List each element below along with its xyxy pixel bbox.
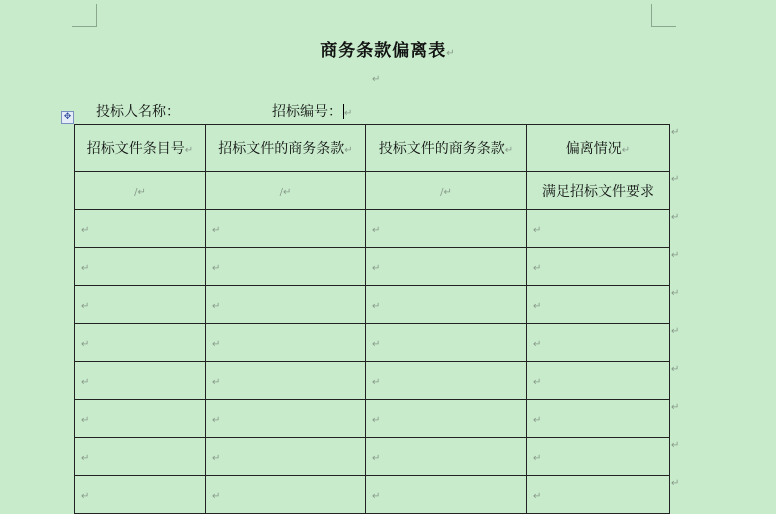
row-end-mark: ↵ — [671, 212, 680, 223]
bid-number-label: 招标编号： — [272, 104, 342, 120]
table-cell[interactable]: ↵ — [75, 324, 206, 362]
table-header-cell[interactable]: 投标文件的商务条款↵ — [366, 125, 527, 172]
table-cell[interactable]: ↵ — [75, 438, 206, 476]
table-cell[interactable]: /↵ — [75, 172, 206, 210]
row-end-mark: ↵ — [671, 174, 680, 185]
table-cell[interactable]: ↵ — [527, 400, 670, 438]
table-header-cell[interactable]: 偏离情况↵ — [527, 125, 670, 172]
table-cell[interactable]: ↵ — [527, 286, 670, 324]
row-end-mark: ↵ — [671, 250, 680, 261]
table-cell[interactable]: ↵ — [206, 248, 366, 286]
table-cell[interactable]: ↵ — [366, 362, 527, 400]
table-cell[interactable]: /↵ — [206, 172, 366, 210]
table-cell[interactable]: ↵ — [206, 400, 366, 438]
page-corner-top-left — [72, 4, 97, 27]
table-cell[interactable]: ↵ — [366, 438, 527, 476]
table-move-handle-icon[interactable]: ✥ — [61, 111, 74, 124]
table-row — [75, 210, 670, 248]
table-cell[interactable]: ↵ — [366, 400, 527, 438]
table-row — [75, 172, 670, 210]
table-cell[interactable]: ↵ — [206, 476, 366, 514]
deviation-table — [74, 124, 670, 514]
table-cell[interactable]: ↵ — [206, 362, 366, 400]
table-cell[interactable]: ↵ — [527, 438, 670, 476]
table-cell[interactable]: ↵ — [75, 248, 206, 286]
row-end-mark: ↵ — [671, 364, 680, 375]
table-cell[interactable]: 满足招标文件要求 — [527, 172, 670, 210]
table-cell[interactable]: ↵ — [206, 210, 366, 248]
row-end-mark: ↵ — [671, 440, 680, 451]
table-cell[interactable]: ↵ — [527, 476, 670, 514]
table-header-cell[interactable]: 招标文件条目号↵ — [75, 125, 206, 172]
document-title-text: 商务条款偏离表 — [320, 41, 447, 61]
page-corner-top-right — [651, 4, 676, 27]
bidder-name-label: 投标人名称： — [96, 104, 180, 120]
table-cell[interactable]: /↵ — [366, 172, 527, 210]
table-cell[interactable]: ↵ — [366, 476, 527, 514]
table-cell[interactable]: ↵ — [366, 286, 527, 324]
table-cell[interactable]: ↵ — [75, 210, 206, 248]
paragraph-mark: ↵ — [372, 74, 381, 85]
table-row — [75, 362, 670, 400]
table-cell[interactable]: ↵ — [527, 362, 670, 400]
table-row — [75, 400, 670, 438]
table-cell[interactable]: ↵ — [527, 324, 670, 362]
table-cell[interactable]: ↵ — [366, 210, 527, 248]
table-cell[interactable]: ↵ — [527, 248, 670, 286]
paragraph-mark: ↵ — [344, 108, 353, 119]
row-end-mark: ↵ — [671, 288, 680, 299]
table-cell[interactable]: ↵ — [206, 286, 366, 324]
table-cell[interactable]: ↵ — [366, 248, 527, 286]
row-end-mark: ↵ — [671, 326, 680, 337]
table-row — [75, 476, 670, 514]
table-row — [75, 248, 670, 286]
table-row — [75, 324, 670, 362]
info-row — [96, 101, 353, 121]
table-cell[interactable]: ↵ — [75, 286, 206, 324]
table-cell[interactable]: ↵ — [366, 324, 527, 362]
row-end-mark: ↵ — [671, 478, 680, 489]
table-row — [75, 438, 670, 476]
table-cell[interactable]: ↵ — [527, 210, 670, 248]
table-header-cell[interactable]: 招标文件的商务条款↵ — [206, 125, 366, 172]
paragraph-mark: ↵ — [446, 48, 456, 59]
row-end-mark: ↵ — [671, 127, 680, 138]
row-end-mark: ↵ — [671, 402, 680, 413]
table-cell[interactable]: ↵ — [75, 362, 206, 400]
table-cell[interactable]: ↵ — [75, 400, 206, 438]
table-header-row — [75, 125, 670, 172]
bid-number-field[interactable] — [272, 101, 352, 121]
table-row — [75, 286, 670, 324]
table-cell[interactable]: ↵ — [75, 476, 206, 514]
document-title — [0, 36, 776, 61]
table-cell[interactable]: ↵ — [206, 438, 366, 476]
table-cell[interactable]: ↵ — [206, 324, 366, 362]
